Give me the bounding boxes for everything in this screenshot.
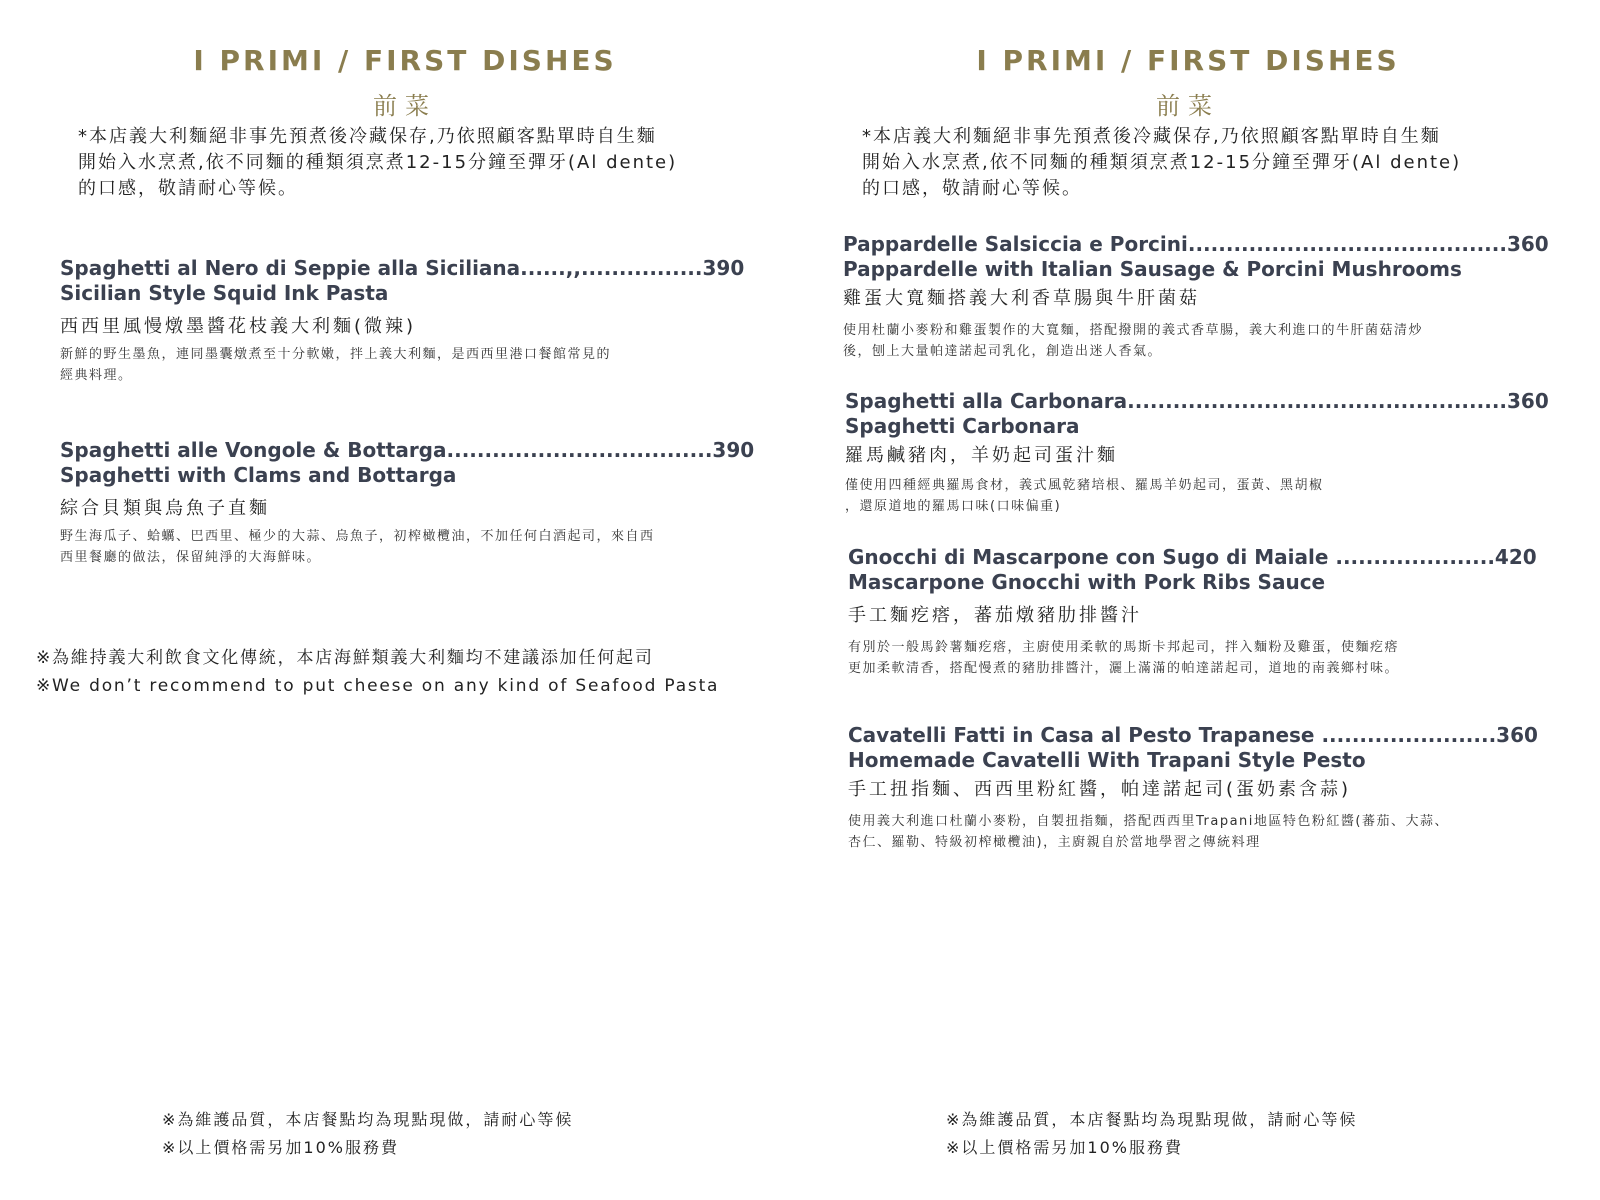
dish-english-name: Homemade Cavatelli With Trapani Style Pesto: [848, 748, 1366, 772]
dish-english-name: Spaghetti with Clams and Bottarga: [60, 463, 457, 487]
dish-italian-name: Gnocchi di Mascarpone con Sugo di Maiale .....................420: [848, 545, 1537, 569]
note-line: 開始入水烹煮,依不同麵的種類須烹煮12-15分鐘至彈牙(Al dente): [78, 152, 678, 173]
description-line: 野生海瓜子、蛤蠣、巴西里、極少的大蒜、烏魚子，初榨橄欖油，不加任何白酒起司，來自西: [60, 529, 655, 544]
dish-description: [843, 320, 1549, 362]
dish-italian-name: Spaghetti al Nero di Seppie alla Siciliana......,,................390: [60, 256, 745, 280]
menu-item: [848, 545, 1537, 679]
seafood-cheese-note: [36, 644, 719, 700]
dish-italian-name: Cavatelli Fatti in Casa al Pesto Trapanese .......................360: [848, 723, 1538, 747]
description-line: 杏仁、羅勒、特級初榨橄欖油)，主廚親自於當地學習之傳統料理: [848, 835, 1261, 850]
description-line: 後，刨上大量帕達諾起司乳化，創造出迷人香氣。: [843, 344, 1163, 359]
cheese-note-en: ※We don’t recommend to put cheese on any kind of Seafood Pasta: [36, 676, 720, 696]
dish-description: [60, 526, 754, 568]
dish-italian-name: Spaghetti alle Vongole & Bottarga...................................390: [60, 438, 755, 462]
section-title: I PRIMI / FIRST DISHES: [976, 44, 1400, 77]
dish-chinese-name: 手工扭指麵、西西里粉紅醬，帕達諾起司(蛋奶素含蒜): [848, 779, 1352, 800]
menu-item: [848, 723, 1538, 853]
footer-line: ※以上價格需另加10%服務費: [162, 1138, 399, 1157]
section-title: I PRIMI / FIRST DISHES: [193, 44, 617, 77]
cheese-note-zh: ※為維持義大利飲食文化傳統，本店海鮮類義大利麵均不建議添加任何起司: [36, 648, 654, 668]
footer-line: ※為維護品質，本店餐點均為現點現做，請耐心等候: [946, 1110, 1358, 1129]
dish-italian-name: Pappardelle Salsiccia e Porcini..........................................360: [843, 232, 1549, 256]
dish-italian-name: Spaghetti alla Carbonara..................................................360: [845, 389, 1549, 413]
section-subtitle: 前菜: [1156, 92, 1220, 120]
description-line: 僅使用四種經典羅馬食材，義式風乾豬培根、羅馬羊奶起司，蛋黃、黑胡椒: [845, 478, 1324, 493]
menu-item: [60, 256, 744, 386]
dish-description: [60, 344, 744, 386]
dish-description: [848, 637, 1537, 679]
description-line: 新鮮的野生墨魚，連同墨囊燉煮至十分軟嫩，拌上義大利麵，是西西里港口餐館常見的: [60, 347, 612, 362]
note-line: *本店義大利麵絕非事先預煮後冷藏保存,乃依照顧客點單時自生麵: [78, 126, 657, 147]
footer-line: ※為維護品質，本店餐點均為現點現做，請耐心等候: [162, 1110, 574, 1129]
dish-english-name: Pappardelle with Italian Sausage & Porcini Mushrooms: [843, 257, 1462, 281]
menu-item: [843, 232, 1549, 362]
dish-english-name: Spaghetti Carbonara: [845, 414, 1080, 438]
dish-english-name: Sicilian Style Squid Ink Pasta: [60, 281, 389, 305]
dish-chinese-name: 手工麵疙瘩，蕃茄燉豬肋排醬汁: [848, 605, 1142, 626]
dish-description: [845, 475, 1549, 517]
note-line: 的口感，敬請耐心等候。: [862, 178, 1082, 199]
dish-chinese-name: 綜合貝類與烏魚子直麵: [60, 498, 270, 519]
note-line: 開始入水烹煮,依不同麵的種類須烹煮12-15分鐘至彈牙(Al dente): [862, 152, 1462, 173]
dish-chinese-name: 西西里風慢燉墨醬花枝義大利麵(微辣): [60, 316, 417, 337]
menu-item: [845, 389, 1549, 517]
footer-line: ※以上價格需另加10%服務費: [946, 1138, 1183, 1157]
description-line: 經典料理。: [60, 368, 133, 383]
note-line: *本店義大利麵絕非事先預煮後冷藏保存,乃依照顧客點單時自生麵: [862, 126, 1441, 147]
dish-chinese-name: 雞蛋大寬麵搭義大利香草腸與牛肝菌菇: [843, 288, 1200, 309]
dish-english-name: Mascarpone Gnocchi with Pork Ribs Sauce: [848, 570, 1326, 594]
section-subtitle: 前菜: [373, 92, 437, 120]
menu-item: [60, 438, 754, 568]
dish-chinese-name: 羅馬鹹豬肉，羊奶起司蛋汁麵: [845, 445, 1118, 466]
preparation-note: [78, 124, 677, 202]
note-line: 的口感，敬請耐心等候。: [78, 178, 298, 199]
description-line: ，還原道地的羅馬口味(口味偏重): [845, 499, 1062, 514]
footer-notes: [162, 1106, 573, 1162]
description-line: 西里餐廳的做法，保留純淨的大海鮮味。: [60, 550, 322, 565]
description-line: 有別於一般馬鈴薯麵疙瘩，主廚使用柔軟的馬斯卡邦起司，拌入麵粉及雞蛋，使麵疙瘩: [848, 640, 1400, 655]
dish-description: [848, 811, 1538, 853]
footer-notes: [946, 1106, 1357, 1162]
description-line: 使用義大利進口杜蘭小麥粉，自製扭指麵，搭配西西里Trapani地區特色粉紅醬(蕃茄、大蒜、: [848, 814, 1449, 829]
description-line: 使用杜蘭小麥粉和雞蛋製作的大寬麵，搭配撥開的義式香草腸，義大利進口的牛肝菌菇清炒: [843, 323, 1424, 338]
description-line: 更加柔軟清香，搭配慢煮的豬肋排醬汁，灑上滿滿的帕達諾起司，道地的南義鄉村味。: [848, 661, 1400, 676]
preparation-note: [862, 124, 1461, 202]
